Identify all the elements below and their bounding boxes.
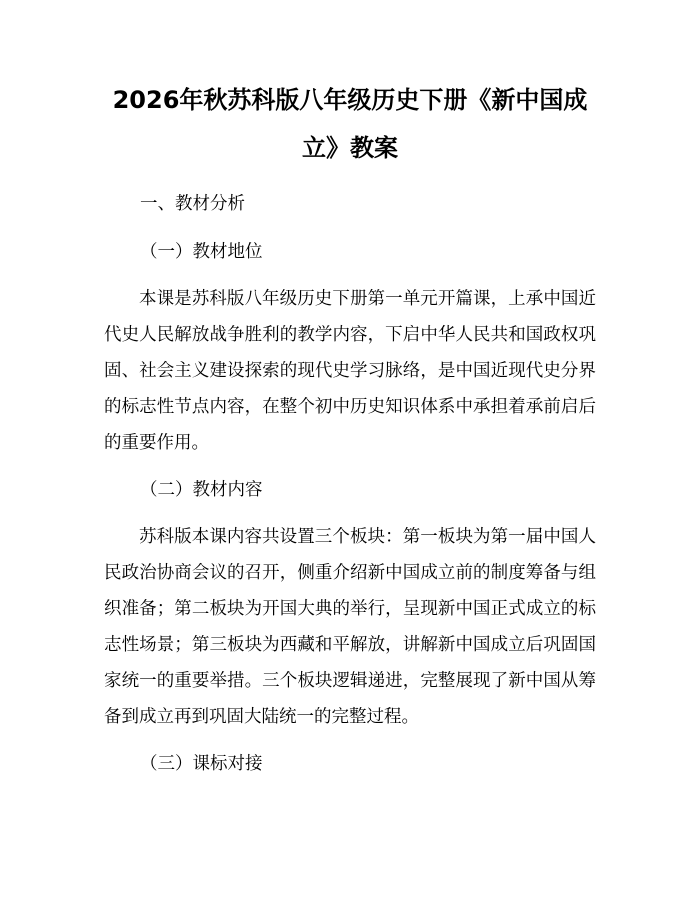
subsection-heading-textbook-content: （二）教材内容 xyxy=(140,480,263,500)
subsection-heading-curriculum-alignment: （三）课标对接 xyxy=(140,754,263,774)
section-heading-textbook-analysis: 一、教材分析 xyxy=(140,194,245,214)
document-title: 2026年秋苏科版八年级历史下册《新中国成立》教案 xyxy=(112,86,588,162)
paragraph-textbook-position: 本课是苏科版八年级历史下册第一单元开篇课，上承中国近代史人民解放战争胜利的教学内容，下启中华人民共和国政权巩固、社会主义建设探索的现代史学习脉络，是中国近现代史分界的标志性节点内容，在整个初中历史知识体系中承担着承前启后的重要作用。 xyxy=(104,289,596,453)
paragraph-textbook-content: 苏科版本课内容共设置三个板块：第一板块为第一届中国人民政治协商会议的召开，侧重介绍新中国成立前的制度筹备与组织准备；第二板块为开国大典的举行，呈现新中国正式成立的标志性场景；第三板块为西藏和平解放，讲解新中国成立后巩固国家统一的重要举措。三个板块逻辑递进，完整展现了新中国从筹备到成立再到巩固大陆统一的完整过程。 xyxy=(104,527,596,727)
subsection-heading-textbook-position: （一）教材地位 xyxy=(140,242,263,262)
